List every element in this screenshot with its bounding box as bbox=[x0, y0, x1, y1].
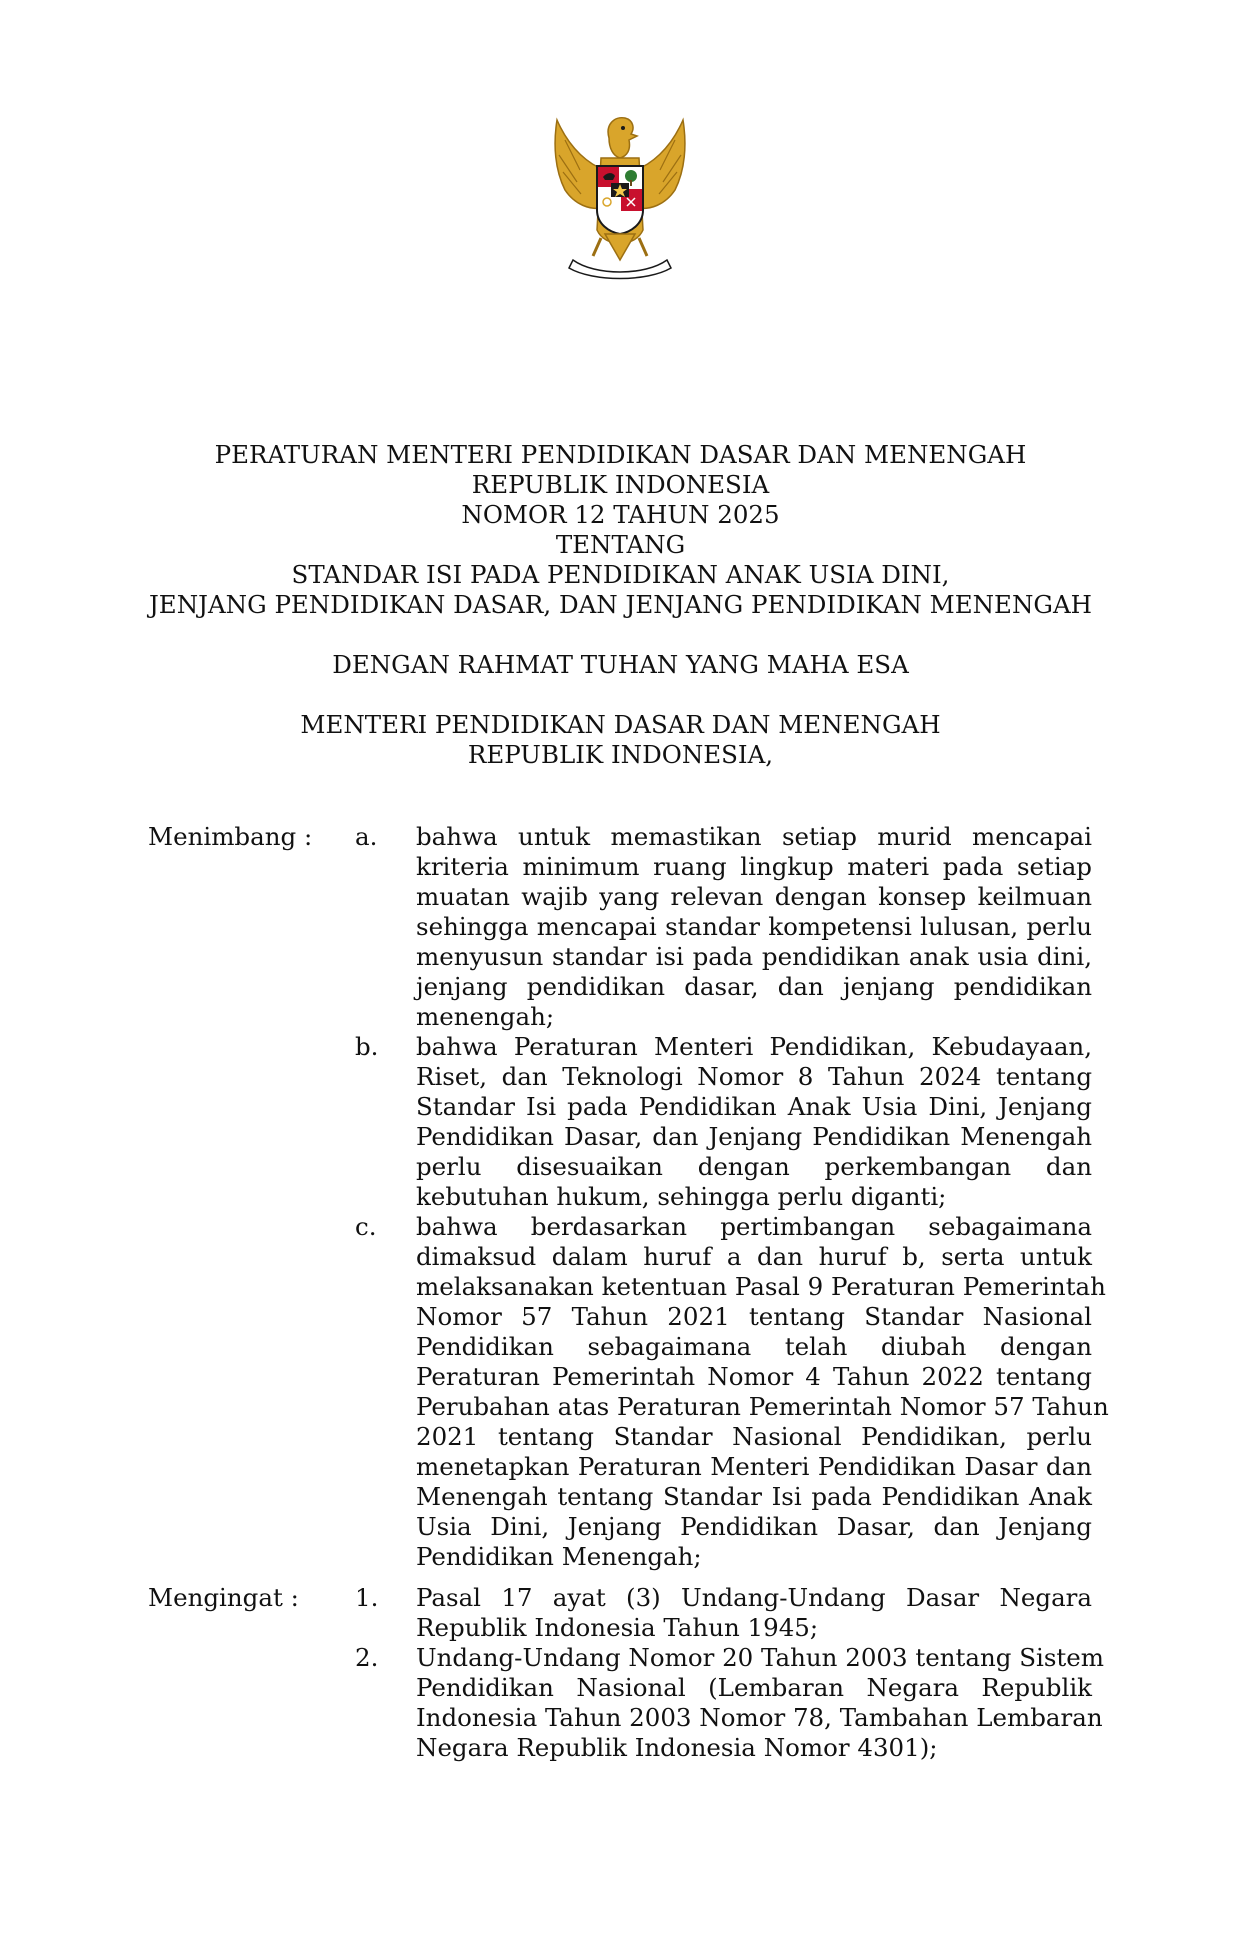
item-text bbox=[416, 1583, 1092, 1643]
item-marker: 2. bbox=[355, 1643, 379, 1672]
text-line: 2021 tentang Standar Nasional Pendidikan, perlu bbox=[416, 1422, 1092, 1451]
item-text bbox=[416, 1212, 1109, 1572]
text-line: Pasal 17 ayat (3) Undang-Undang Dasar Negara bbox=[416, 1583, 1092, 1612]
text-line: dimaksud dalam huruf a dan huruf b, serta untuk bbox=[416, 1242, 1092, 1271]
text-line: Republik Indonesia Tahun 1945; bbox=[416, 1613, 819, 1642]
text-line: bahwa berdasarkan pertimbangan sebagaimana bbox=[416, 1212, 1092, 1241]
item-marker: a. bbox=[355, 822, 378, 851]
country-name: REPUBLIK INDONESIA bbox=[471, 470, 770, 499]
invocation: DENGAN RAHMAT TUHAN YANG MAHA ESA bbox=[332, 650, 909, 679]
text-line: Undang-Undang Nomor 20 Tahun 2003 tentang Sistem bbox=[416, 1643, 1104, 1672]
garuda-icon bbox=[535, 110, 705, 280]
regulation-subject-line-1: STANDAR ISI PADA PENDIDIKAN ANAK USIA DINI, bbox=[291, 560, 950, 589]
text-line: sehingga mencapai standar kompetensi lulusan, perlu bbox=[416, 912, 1092, 941]
text-line: bahwa Peraturan Menteri Pendidikan, Kebudayaan, bbox=[416, 1032, 1092, 1061]
text-line: jenjang pendidikan dasar, dan jenjang pendidikan bbox=[416, 972, 1092, 1001]
text-line: Standar Isi pada Pendidikan Anak Usia Dini, Jenjang bbox=[416, 1092, 1092, 1121]
text-line: Pendidikan Nasional (Lembaran Negara Republik bbox=[416, 1673, 1092, 1702]
garuda-pancasila-emblem bbox=[535, 110, 705, 280]
text-line: menengah; bbox=[416, 1002, 555, 1031]
text-line: perlu disesuaikan dengan perkembangan dan bbox=[416, 1152, 1092, 1181]
text-line: Pendidikan sebagaimana telah diubah dengan bbox=[416, 1332, 1092, 1361]
text-line: menetapkan Peraturan Menteri Pendidikan Dasar dan bbox=[416, 1452, 1092, 1481]
document-header bbox=[0, 440, 1241, 770]
item-text bbox=[416, 1032, 1092, 1212]
text-line: Peraturan Pemerintah Nomor 4 Tahun 2022 tentang bbox=[416, 1362, 1092, 1391]
text-line: Pendidikan Dasar, dan Jenjang Pendidikan Menengah bbox=[416, 1122, 1092, 1151]
text-line: Negara Republik Indonesia Nomor 4301); bbox=[416, 1733, 938, 1762]
item-marker: 1. bbox=[355, 1583, 379, 1612]
minister-title: MENTERI PENDIDIKAN DASAR DAN MENENGAH bbox=[300, 710, 941, 739]
item-text bbox=[416, 822, 1092, 1032]
regulation-title: PERATURAN MENTERI PENDIDIKAN DASAR DAN MENENGAH bbox=[214, 440, 1027, 469]
section-label-mengingat: Mengingat : bbox=[148, 1583, 299, 1612]
regulation-subject-line-2: JENJANG PENDIDIKAN DASAR, DAN JENJANG PENDIDIKAN MENENGAH bbox=[148, 590, 1093, 619]
section-label-menimbang: Menimbang : bbox=[148, 822, 313, 851]
text-line: Indonesia Tahun 2003 Nomor 78, Tambahan Lembaran bbox=[416, 1703, 1103, 1732]
text-line: kebutuhan hukum, sehingga perlu diganti; bbox=[416, 1182, 947, 1211]
minister-country: REPUBLIK INDONESIA, bbox=[467, 740, 774, 769]
text-line: Nomor 57 Tahun 2021 tentang Standar Nasional bbox=[416, 1302, 1092, 1331]
text-line: Usia Dini, Jenjang Pendidikan Dasar, dan Jenjang bbox=[416, 1512, 1092, 1541]
regulation-number: NOMOR 12 TAHUN 2025 bbox=[461, 500, 780, 529]
item-text bbox=[416, 1643, 1104, 1763]
regarding-label: TENTANG bbox=[555, 530, 686, 559]
item-marker: b. bbox=[355, 1032, 379, 1061]
text-line: Riset, dan Teknologi Nomor 8 Tahun 2024 tentang bbox=[416, 1062, 1092, 1091]
text-line: Perubahan atas Peraturan Pemerintah Nomor 57 Tahun bbox=[416, 1392, 1109, 1421]
item-marker: c. bbox=[355, 1212, 377, 1241]
text-line: Menengah tentang Standar Isi pada Pendidikan Anak bbox=[416, 1482, 1092, 1511]
text-line: bahwa untuk memastikan setiap murid mencapai bbox=[416, 822, 1092, 851]
text-line: Pendidikan Menengah; bbox=[416, 1542, 702, 1571]
text-line: melaksanakan ketentuan Pasal 9 Peraturan Pemerintah bbox=[416, 1272, 1106, 1301]
text-line: menyusun standar isi pada pendidikan anak usia dini, bbox=[416, 942, 1092, 971]
text-line: muatan wajib yang relevan dengan konsep keilmuan bbox=[416, 882, 1092, 911]
text-line: kriteria minimum ruang lingkup materi pada setiap bbox=[416, 852, 1092, 881]
